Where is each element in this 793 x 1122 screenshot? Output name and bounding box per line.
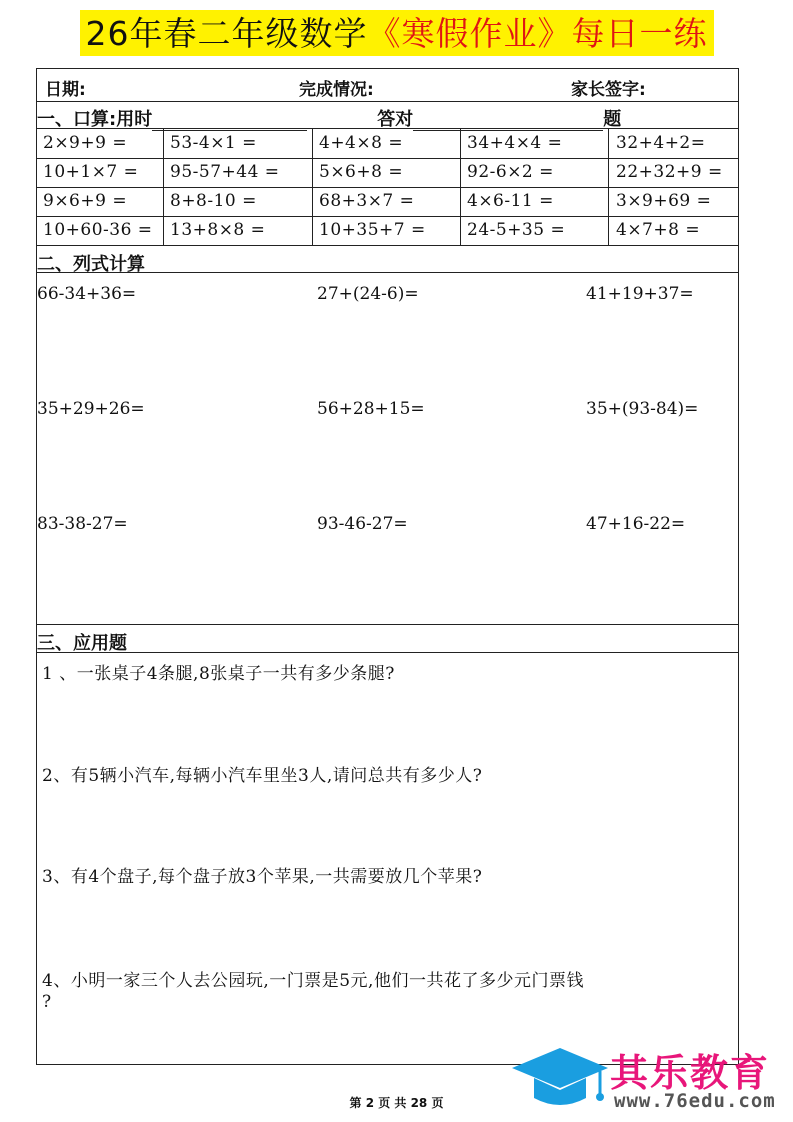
grid-line	[163, 128, 164, 245]
divider	[37, 652, 738, 653]
logo-name: 其乐教育	[610, 1051, 771, 1095]
oral-problem: 8+8-10 =	[170, 191, 257, 211]
graduation-cap-icon	[510, 1040, 610, 1118]
oral-problem: 10+60-36 =	[43, 220, 153, 240]
expression: 56+28+15=	[317, 399, 425, 419]
section-calc-header: 二、列式计算	[37, 254, 145, 275]
title-part-homework: 《寒假作业》	[367, 14, 572, 53]
oral-problem: 4×7+8 =	[616, 220, 701, 240]
oral-problem: 32+4+2=	[616, 133, 706, 153]
word-problem: 2、有5辆小汽车,每辆小汽车里坐3人,请问总共有多少人?	[42, 766, 483, 786]
oral-problem: 2×9+9 =	[43, 133, 128, 153]
oral-problem: 10+1×7 =	[43, 162, 139, 182]
expression: 35+(93-84)=	[586, 399, 699, 419]
section-word-problems-header: 三、应用题	[37, 633, 127, 654]
logo-url: www.76edu.com	[614, 1090, 776, 1112]
oral-problem: 5×6+8 =	[319, 162, 404, 182]
worksheet-frame	[36, 68, 739, 1065]
oral-problem: 22+32+9 =	[616, 162, 723, 182]
oral-problem: 9×6+9 =	[43, 191, 128, 211]
divider	[37, 128, 738, 129]
divider	[37, 624, 738, 625]
word-problem: 1 、一张桌子4条腿,8张桌子一共有多少条腿?	[42, 664, 395, 684]
title-part-grade: 26年春二年级数学	[85, 14, 368, 53]
oral-problem: 24-5+35 =	[467, 220, 566, 240]
grid-line	[37, 216, 738, 217]
expression: 27+(24-6)=	[317, 284, 419, 304]
grid-line	[460, 128, 461, 245]
word-problem: 3、有4个盘子,每个盘子放3个苹果,一共需要放几个苹果?	[42, 867, 483, 887]
word-problem: 4、小明一家三个人去公园玩,一门票是5元,他们一共花了多少元门票钱	[42, 971, 584, 991]
divider	[37, 245, 738, 246]
divider	[37, 272, 738, 273]
worksheet-title	[80, 10, 714, 56]
grid-line	[312, 128, 313, 245]
oral-problem: 4+4×8 =	[319, 133, 404, 153]
oral-problem: 68+3×7 =	[319, 191, 415, 211]
grid-line	[37, 158, 738, 159]
section-oral-label: 一、口算:用时	[37, 109, 153, 130]
date-label: 日期:	[45, 80, 86, 100]
expression: 66-34+36=	[37, 284, 137, 304]
question-unit-label: 题	[603, 109, 622, 130]
oral-problem: 3×9+69 =	[616, 191, 712, 211]
expression: 41+19+37=	[586, 284, 694, 304]
title-area	[0, 10, 793, 56]
divider	[37, 101, 738, 102]
answered-label: 答对	[377, 109, 414, 130]
oral-problem: 10+35+7 =	[319, 220, 426, 240]
oral-problem: 34+4×4 =	[467, 133, 563, 153]
oral-problem: 53-4×1 =	[170, 133, 257, 153]
title-part-daily: 每日一练	[571, 14, 708, 53]
oral-problem: 13+8×8 =	[170, 220, 266, 240]
expression: 35+29+26=	[37, 399, 145, 419]
expression: 93-46-27=	[317, 514, 408, 534]
page-number: 第 2 页 共 28 页	[349, 1096, 444, 1110]
grid-line	[37, 187, 738, 188]
parent-signature-label: 家长签字:	[571, 80, 646, 100]
oral-problem: 92-6×2 =	[467, 162, 554, 182]
oral-problem: 4×6-11 =	[467, 191, 554, 211]
word-problem-continuation: ?	[42, 992, 52, 1012]
oral-problem: 95-57+44 =	[170, 162, 280, 182]
expression: 47+16-22=	[586, 514, 686, 534]
completion-label: 完成情况:	[299, 80, 374, 100]
grid-line	[608, 128, 609, 245]
logo	[510, 1040, 790, 1118]
expression: 83-38-27=	[37, 514, 128, 534]
